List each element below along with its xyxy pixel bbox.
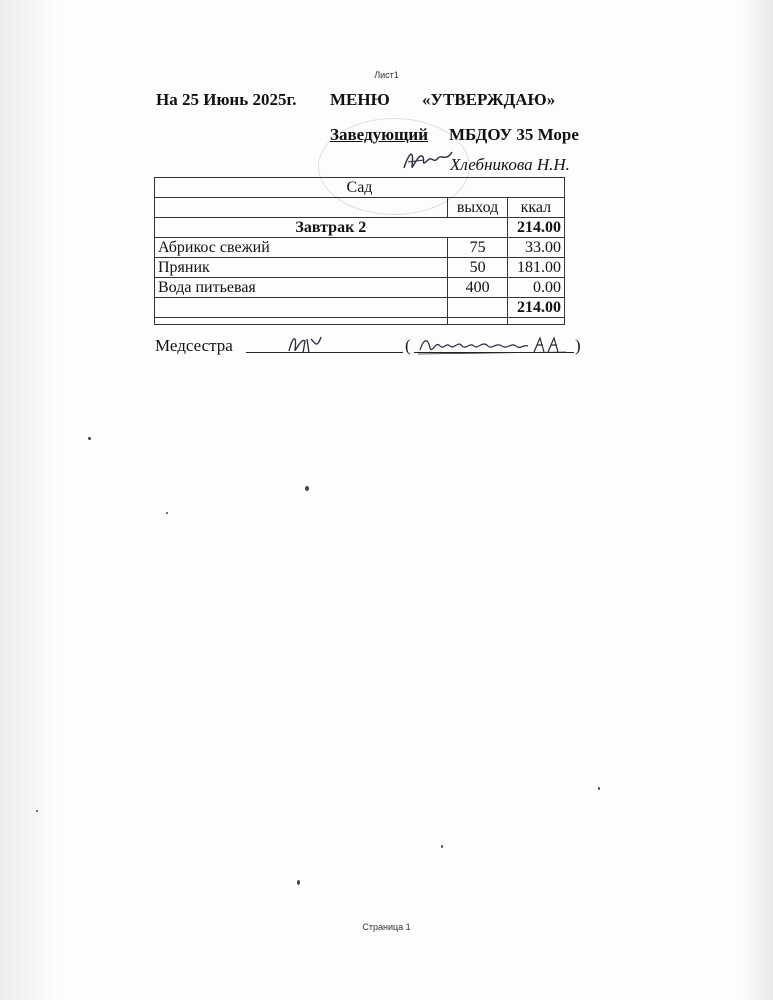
meal-row	[155, 218, 565, 238]
dish-name: Вода питьевая	[155, 278, 448, 298]
head-signature	[400, 146, 455, 176]
empty-cell	[155, 198, 448, 218]
open-paren: (	[405, 336, 411, 355]
table-row	[155, 258, 565, 278]
head-role: Заведующий	[330, 125, 429, 144]
nurse-signature	[285, 333, 325, 357]
scan-speck	[297, 880, 300, 885]
dish-kcal: 0.00	[507, 278, 564, 298]
close-paren: )	[575, 336, 581, 355]
empty-cell	[448, 298, 507, 318]
organization-name: МБДОУ 35 Море	[449, 125, 579, 144]
head-name: Хлебникова Н.Н.	[450, 155, 570, 174]
column-output-header: выход	[448, 198, 507, 218]
scan-speck	[166, 512, 168, 514]
menu-table	[154, 177, 565, 325]
table-row	[155, 238, 565, 258]
section-row	[155, 178, 565, 198]
empty-cell	[155, 318, 448, 325]
empty-cell	[155, 298, 448, 318]
dish-kcal: 33.00	[507, 238, 564, 258]
total-row	[155, 298, 565, 318]
dish-output: 75	[448, 238, 507, 258]
dish-output: 50	[448, 258, 507, 278]
scan-speck	[36, 810, 38, 812]
nurse-handwritten-name	[416, 334, 571, 356]
section-name: Сад	[155, 178, 565, 198]
spacer-row	[155, 318, 565, 325]
dish-name: Пряник	[155, 258, 448, 278]
dish-kcal: 181.00	[507, 258, 564, 278]
scan-speck	[598, 787, 600, 790]
menu-date: На 25 Июнь 2025г.	[156, 90, 297, 109]
sheet-label: Лист1	[374, 70, 399, 80]
empty-cell	[507, 318, 564, 325]
scan-speck	[88, 437, 91, 440]
empty-cell	[448, 318, 507, 325]
meal-kcal: 214.00	[507, 218, 564, 238]
column-header-row	[155, 198, 565, 218]
dish-output: 400	[448, 278, 507, 298]
menu-title: МЕНЮ	[330, 90, 390, 109]
scan-speck	[441, 845, 443, 848]
dish-name: Абрикос свежий	[155, 238, 448, 258]
page-footer: Страница 1	[362, 922, 411, 932]
column-kcal-header: ккал	[507, 198, 564, 218]
meal-name: Завтрак 2	[155, 218, 508, 238]
nurse-label: Медсестра	[155, 336, 233, 355]
approve-label: «УТВЕРЖДАЮ»	[422, 90, 556, 109]
total-kcal: 214.00	[507, 298, 564, 318]
scan-speck	[305, 486, 309, 491]
table-row	[155, 278, 565, 298]
